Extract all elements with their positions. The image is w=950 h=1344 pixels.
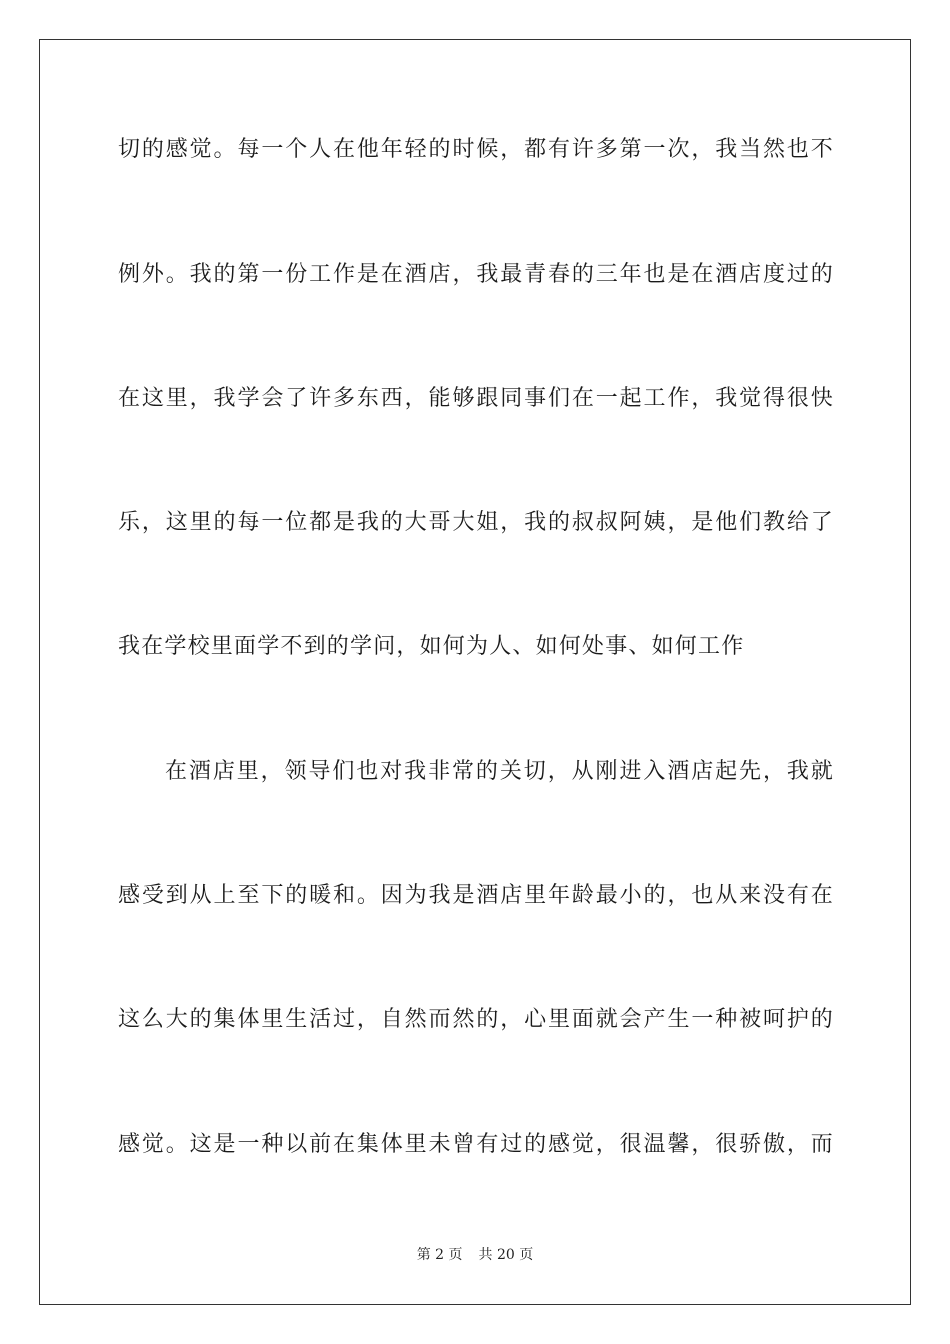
page-number: 第 2 页 [416, 1247, 463, 1263]
text-line: 我在学校里面学不到的学问，如何为人、如何处事、如何工作 [118, 634, 745, 659]
page-footer [0, 1246, 950, 1264]
text-line: 切的感觉。每一个人在他年轻的时候，都有许多第一次，我当然也不 [118, 137, 834, 162]
total-pages: 共 20 页 [478, 1247, 534, 1263]
text-line: 乐，这里的每一位都是我的大哥大姐，我的叔叔阿姨，是他们教给了 [118, 510, 834, 535]
page-frame [39, 39, 911, 1305]
paragraph-start-line: 在酒店里，领导们也对我非常的关切，从刚进入酒店起先，我就 [165, 759, 834, 784]
text-line: 感觉。这是一种以前在集体里未曾有过的感觉，很温馨，很骄傲，而 [118, 1132, 834, 1157]
text-line: 感受到从上至下的暖和。因为我是酒店里年龄最小的，也从来没有在 [118, 883, 834, 908]
text-line: 例外。我的第一份工作是在酒店，我最青春的三年也是在酒店度过的 [118, 262, 834, 287]
text-line: 在这里，我学会了许多东西，能够跟同事们在一起工作，我觉得很快 [118, 386, 834, 411]
text-line: 这么大的集体里生活过，自然而然的，心里面就会产生一种被呵护的 [118, 1007, 834, 1032]
